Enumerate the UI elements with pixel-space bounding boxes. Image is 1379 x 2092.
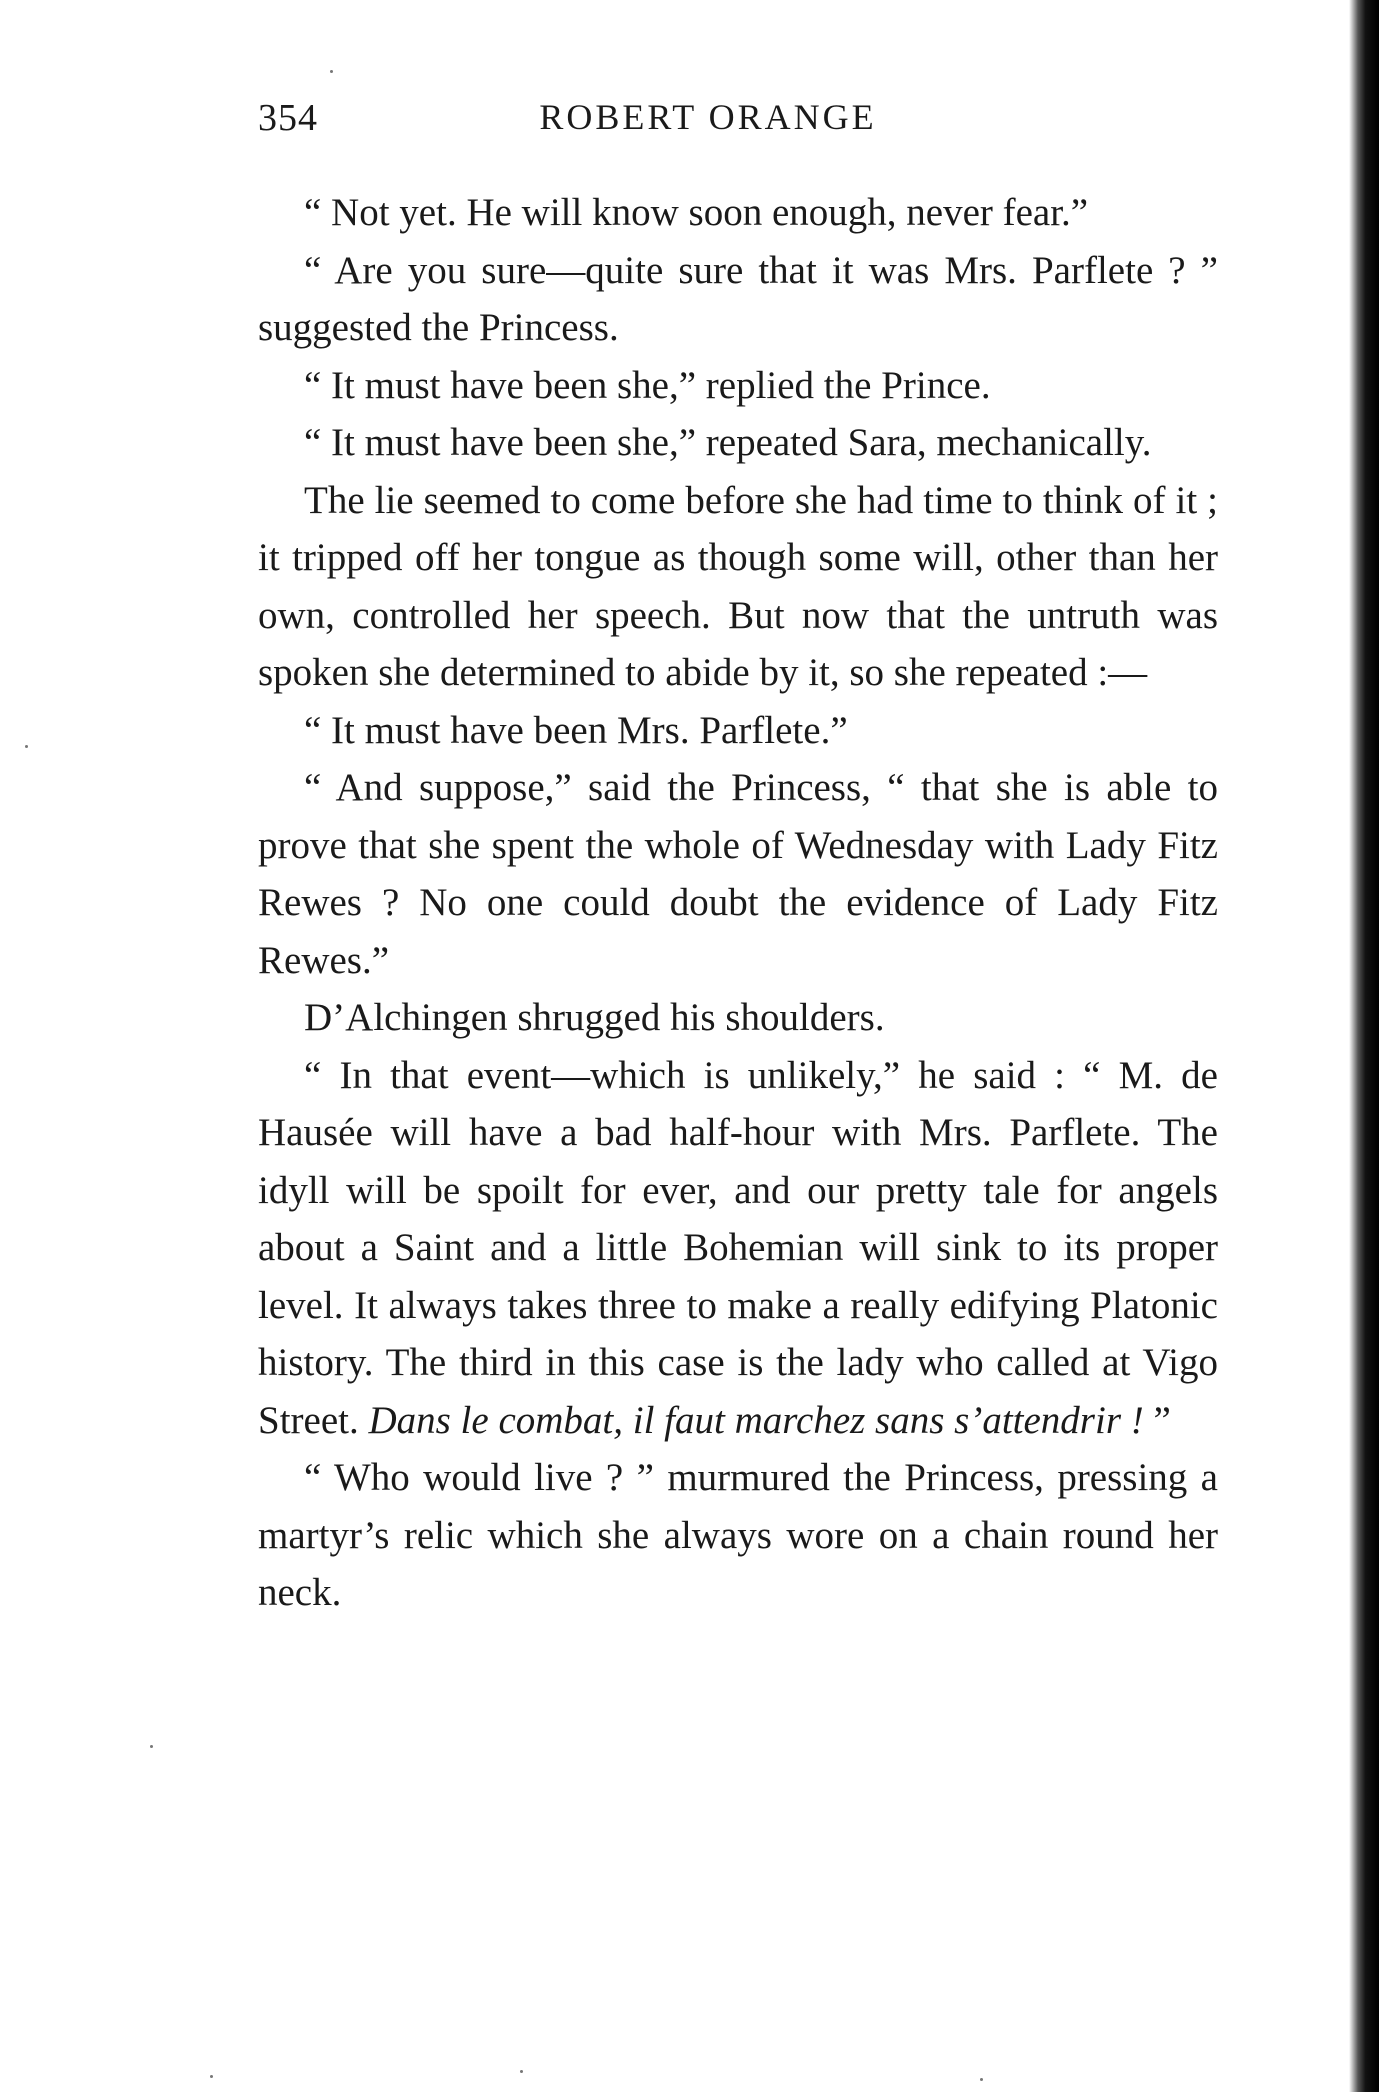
scan-speck [980,2078,983,2081]
paragraph-2: “ Are you sure—quite sure that it was Mrs. Parflete ? ” suggested the Princess. [258,248,1218,349]
scan-speck [25,745,28,748]
binding-edge [1349,0,1379,2092]
body-text [258,184,1218,1622]
page-number: 354 [258,97,318,139]
paragraph-10: “ Who would live ? ” murmured the Princess, pressing a martyr’s relic which she always wore on a chain round her neck. [258,1456,1218,1614]
french-quote: Dans le combat, il faut marchez sans s’attendrir ! [368,1398,1154,1442]
scan-speck [150,1745,153,1748]
paragraph-4: “ It must have been she,” repeated Sara, mechanically. [304,421,1152,464]
paragraph-9-text: “ In that event—which is unlikely,” he said : “ M. de Hausée will have a bad half-hour with Mrs. Parflete. The idyll will be spoilt for ever, and our pretty tale for angels about a Saint and a little Bohemian will sink to its proper level. It always takes three to make a really edifying Platonic history. The third in this case is the lady who called at Vigo Street. [258,1053,1218,1442]
paragraph-6: “ It must have been Mrs. Parflete.” [304,708,848,752]
scan-speck [520,2070,523,2073]
paragraph-5: The lie seemed to come before she had time to think of it ; it tripped off her tongue as though some will, other than her own, controlled her speech. But now that the untruth was spoken she determined to abide by it, so she repeated :— [258,478,1218,694]
paragraph-8: D’Alchingen shrugged his shoulders. [304,996,885,1039]
paragraph-7: “ And suppose,” said the Princess, “ that she is able to prove that she spent the whole of Wednesday with Lady Fitz Rewes ? No one could doubt the evidence of Lady Fitz Rewes.” [258,766,1218,982]
scan-speck [210,2075,213,2078]
page-header [258,96,1218,146]
scan-speck [330,70,333,73]
paragraph-1: “ Not yet. He will know soon enough, never fear.” [304,191,1089,234]
paragraph-3: “ It must have been she,” replied the Prince. [304,363,991,407]
french-quote-close: ” [1153,1398,1171,1442]
running-title: ROBERT ORANGE [539,97,877,137]
paragraph-9 [258,1047,1218,1450]
